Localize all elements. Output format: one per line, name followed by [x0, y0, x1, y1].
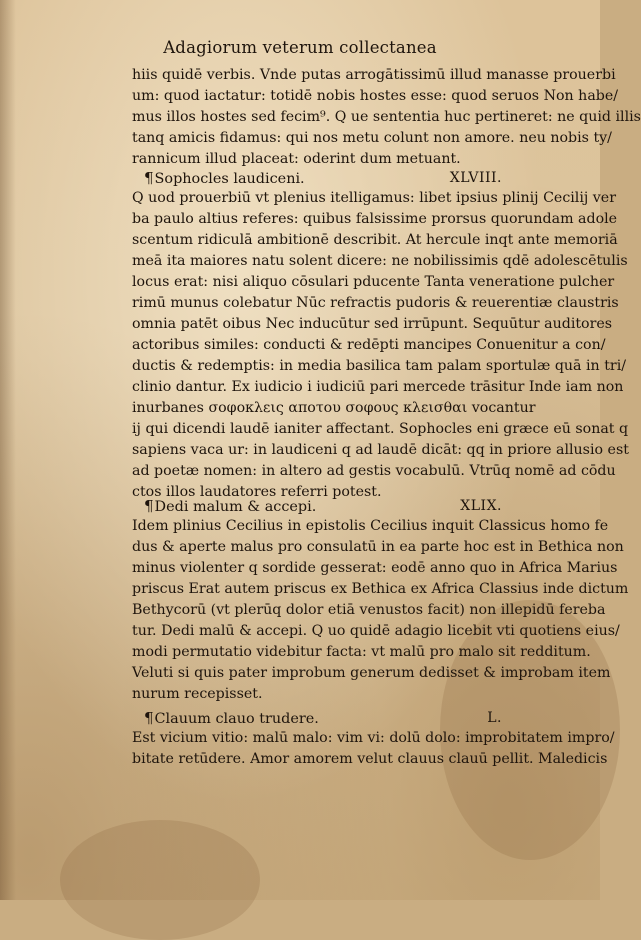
text-line: meā ita maiores natu solent dicere: ne nobilissimis qdē adolescētulis — [132, 253, 628, 269]
text-line: actoribus similes: conducti & redēpti mancipes Conuenitur a con/ — [132, 337, 606, 353]
text-line: locus erat: nisi aliquo cōsulari pducente Tanta veneratione pulcher — [132, 274, 615, 290]
text-line: Idem plinius Cecilius in epistolis Cecilius inquit Classicus homo fe — [132, 518, 609, 534]
text-line: sapiens vaca ur: in laudiceni q ad laudē dicāt: qq in priore allusio est — [132, 442, 629, 458]
adage-heading — [132, 708, 508, 728]
adage-heading — [132, 496, 508, 516]
text-line: rannicum illud placeat: oderint dum metuant. — [132, 151, 461, 167]
text-line: clinio dantur. Ex iudicio i iudiciū pari mercede trāsitur Inde iam non — [132, 379, 624, 395]
text-line: ij qui dicendi laudē ianiter affectant. Sophocles eni græce eū sonat q — [132, 421, 629, 437]
text-line: bitate retūdere. Amor amorem velut clauus clauū pellit. Maledicis — [132, 751, 608, 767]
spine-shadow — [0, 0, 16, 900]
adage-numeral: XLIX. — [460, 498, 502, 514]
text-line: rimū munus colebatur Nūc refractis pudoris & reuerentiæ claustris — [132, 295, 619, 311]
text-line: dus & aperte malus pro consulatū in ea parte hoc est in Bethica non — [132, 539, 624, 555]
text-line: hiis quidē verbis. Vnde putas arrogātissimū illud manasse prouerbi — [132, 67, 616, 83]
adage-title: Clauum clauo trudere. — [154, 711, 319, 727]
adage-heading — [132, 168, 508, 188]
text-line: omnia patēt oibus Nec inducūtur sed irrūpunt. Sequūtur auditores — [132, 316, 613, 332]
adage-numeral: XLVIII. — [449, 170, 502, 186]
text-line: priscus Erat autem priscus ex Bethica ex Africa Classius inde dictum — [132, 581, 629, 597]
adage-numeral: L. — [487, 710, 502, 726]
adage-title: Sophocles laudiceni. — [154, 171, 305, 187]
text-line: mus illos hostes sed fecim⁹. Q ue sententia huc pertineret: ne quid illis — [132, 109, 641, 125]
text-line: ad poetæ nomen: in altero ad gestis vocabulū. Vtrūq nomē ad cōdu — [132, 463, 616, 479]
text-line: minus violenter q sordide gesserat: eodē anno quo in Africa Marius — [132, 560, 618, 576]
text-line: nurum recepisset. — [132, 686, 263, 702]
text-line: tur. Dedi malū & accepi. Q uo quidē adagio licebit vti quotiens eius/ — [132, 623, 620, 639]
text-line: modi permutatio videbitur facta: vt malū pro malo sit redditum. — [132, 644, 591, 660]
text-line: Est vicium vitio: malū malo: vim vi: dolū dolo: improbitatem impro/ — [132, 730, 615, 746]
running-head: Adagiorum veterum collectanea — [163, 38, 437, 57]
text-line: tanq amicis fidamus: qui nos metu colunt non amore. neu nobis ty/ — [132, 130, 612, 146]
adage-title: Dedi malum & accepi. — [154, 499, 317, 515]
text-line: ductis & redemptis: in media basilica tam palam sportulæ quā in tri/ — [132, 358, 627, 374]
paper-stain — [60, 820, 260, 940]
pilcrow-icon: ¶ — [144, 709, 154, 727]
pilcrow-icon: ¶ — [144, 497, 154, 515]
text-line: ctos illos laudatores referri potest. — [132, 484, 382, 500]
text-line: Q uod prouerbiū vt plenius itelligamus: libet ipsius plinij Cecilij ver — [132, 190, 616, 206]
text-line: um: quod iactatur: totidē nobis hostes esse: quod seruos Non habe/ — [132, 88, 619, 104]
pilcrow-icon: ¶ — [144, 169, 154, 187]
text-line: Veluti si quis pater improbum generum dedisset & improbam item — [132, 665, 611, 681]
text-line: Bethycorū (vt plerūq dolor etiā venustos facit) non illepidū fereba — [132, 602, 606, 618]
text-line: inurbanes σοφοκλεις αποτου σοφους κλεισθαι vocantur — [132, 400, 536, 416]
text-line: ba paulo altius referes: quibus falsissime prorsus quorundam adole — [132, 211, 618, 227]
text-line: scentum ridiculā ambitionē describit. At hercule inqt ante memoriā — [132, 232, 618, 248]
